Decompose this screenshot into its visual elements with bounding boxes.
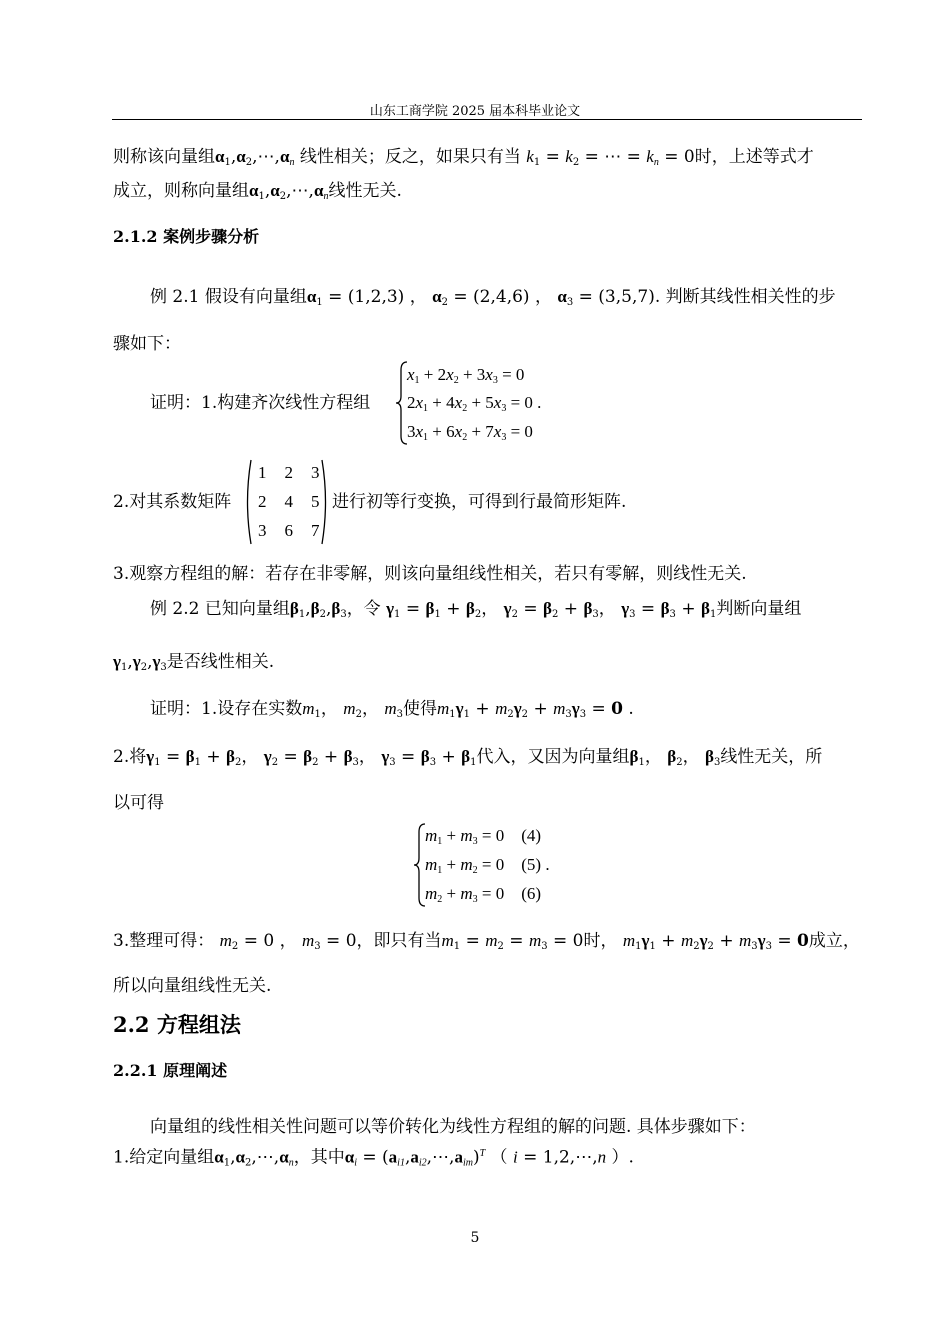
equation-row: $2x_1 + 4x_2 + 5x_3 = 0$ . [407, 393, 542, 414]
header-rule [112, 119, 862, 120]
paragraph-line: 向量组的线性相关性问题可以等价转化为线性方程组的解的问题. 具体步骤如下： [150, 1117, 756, 1137]
equation-row: $x_1 + 2x_2 + 3x_3 = 0$ [407, 365, 525, 386]
proof-step-line: 2.将$\gamma_1 = \beta_1 + \beta_2$， $\gamma_2 = \beta_2 + \beta_3$， $\gamma_3 = \beta_3 + \beta_1$代入，又因为向量组$\beta_1$， $\beta_2$， $\beta_3$线性无关，所 [113, 747, 823, 768]
proof-step-line: 3.整理可得： $m_2 = 0$ ， $m_3 = 0$，即只有当$m_1 = m_2 = m_3 = 0$时， $m_1\gamma_1 + m_2\gamma_2 + m_3\gamma_3 = 0$成立， [113, 931, 860, 952]
subsection-heading: 2.2.1 原理阐述 [113, 1061, 228, 1080]
section-heading: 2.2 方程组法 [113, 1012, 241, 1037]
equation-row: $m_2 + m_3 = 0$ (6) [425, 884, 542, 905]
paragraph-line: 1.给定向量组$\alpha_1,\alpha_2,\cdots,\alpha_n$，其中$\alpha_i$ = $(a_{i1},a_{i2},\cdots,a_{im})^T$ （ i = 1,2,⋯,n ）. [113, 1147, 634, 1169]
proof-step-line: 所以向量组线性无关. [113, 976, 272, 996]
proof-step-line: 3.观察方程组的解：若存在非零解，则该向量组线性相关，若只有零解，则线性无关. [113, 564, 747, 584]
proof-step-line: 2.对其系数矩阵 [113, 492, 232, 512]
equation-row: $3x_1 + 6x_2 + 7x_3 = 0$ [407, 422, 533, 443]
equation-row: $m_1 + m_3 = 0$ (4) [425, 826, 542, 847]
example-line: 例 2.1 假设有向量组$\alpha_1 = (1,2,3)$ ， $\alpha_2 = (2,4,6)$ ， $\alpha_3 = (3,5,7)$. 判断其线性相关性的步 [150, 287, 836, 308]
example-line: 例 2.2 已知向量组$\beta_1,\beta_2,\beta_3$，令 $\gamma_1 = \beta_1 + \beta_2$， $\gamma_2 = \beta_2 + \beta_3$， $\gamma_3 = \beta_3 + \beta_1$判断向量组 [150, 599, 802, 620]
proof-step-label: 证明：1.构建齐次线性方程组 [150, 393, 371, 413]
equation-row: $m_1 + m_2 = 0$ (5) . [425, 855, 550, 876]
example-line: $\gamma_1,\gamma_2,\gamma_3$是否线性相关. [113, 652, 275, 673]
paragraph-line: 则称该向量组$\alpha_1,\alpha_2,\cdots,\alpha_n$ 线性相关；反之，如果只有当 $k_1 = k_2$ = ⋯ = $k_n = 0$时，上述等式才 [113, 147, 814, 168]
section-heading: 2.1.2 案例步骤分析 [113, 227, 260, 246]
page-header: 山东工商学院 2025 届本科毕业论文 [369, 104, 581, 119]
proof-step-line: 进行初等行变换，可得到行最简形矩阵. [332, 492, 627, 512]
coefficient-matrix: 1 2 3 2 4 5 3 6 7 [258, 462, 320, 540]
page-number: 5 [470, 1230, 480, 1246]
paragraph-line: 成立，则称向量组$\alpha_1,\alpha_2,\cdots,\alpha_n$线性无关. [113, 181, 402, 202]
matrix-right-paren [320, 458, 330, 546]
proof-step-line: 以可得 [113, 793, 164, 813]
example-line: 骤如下： [113, 334, 181, 354]
proof-step-line: 证明：1.设存在实数$m_1$， $m_2$， $m_3$使得$m_1\gamma_1 + m_2\gamma_2 + m_3\gamma_3 = 0$ . [150, 699, 634, 720]
